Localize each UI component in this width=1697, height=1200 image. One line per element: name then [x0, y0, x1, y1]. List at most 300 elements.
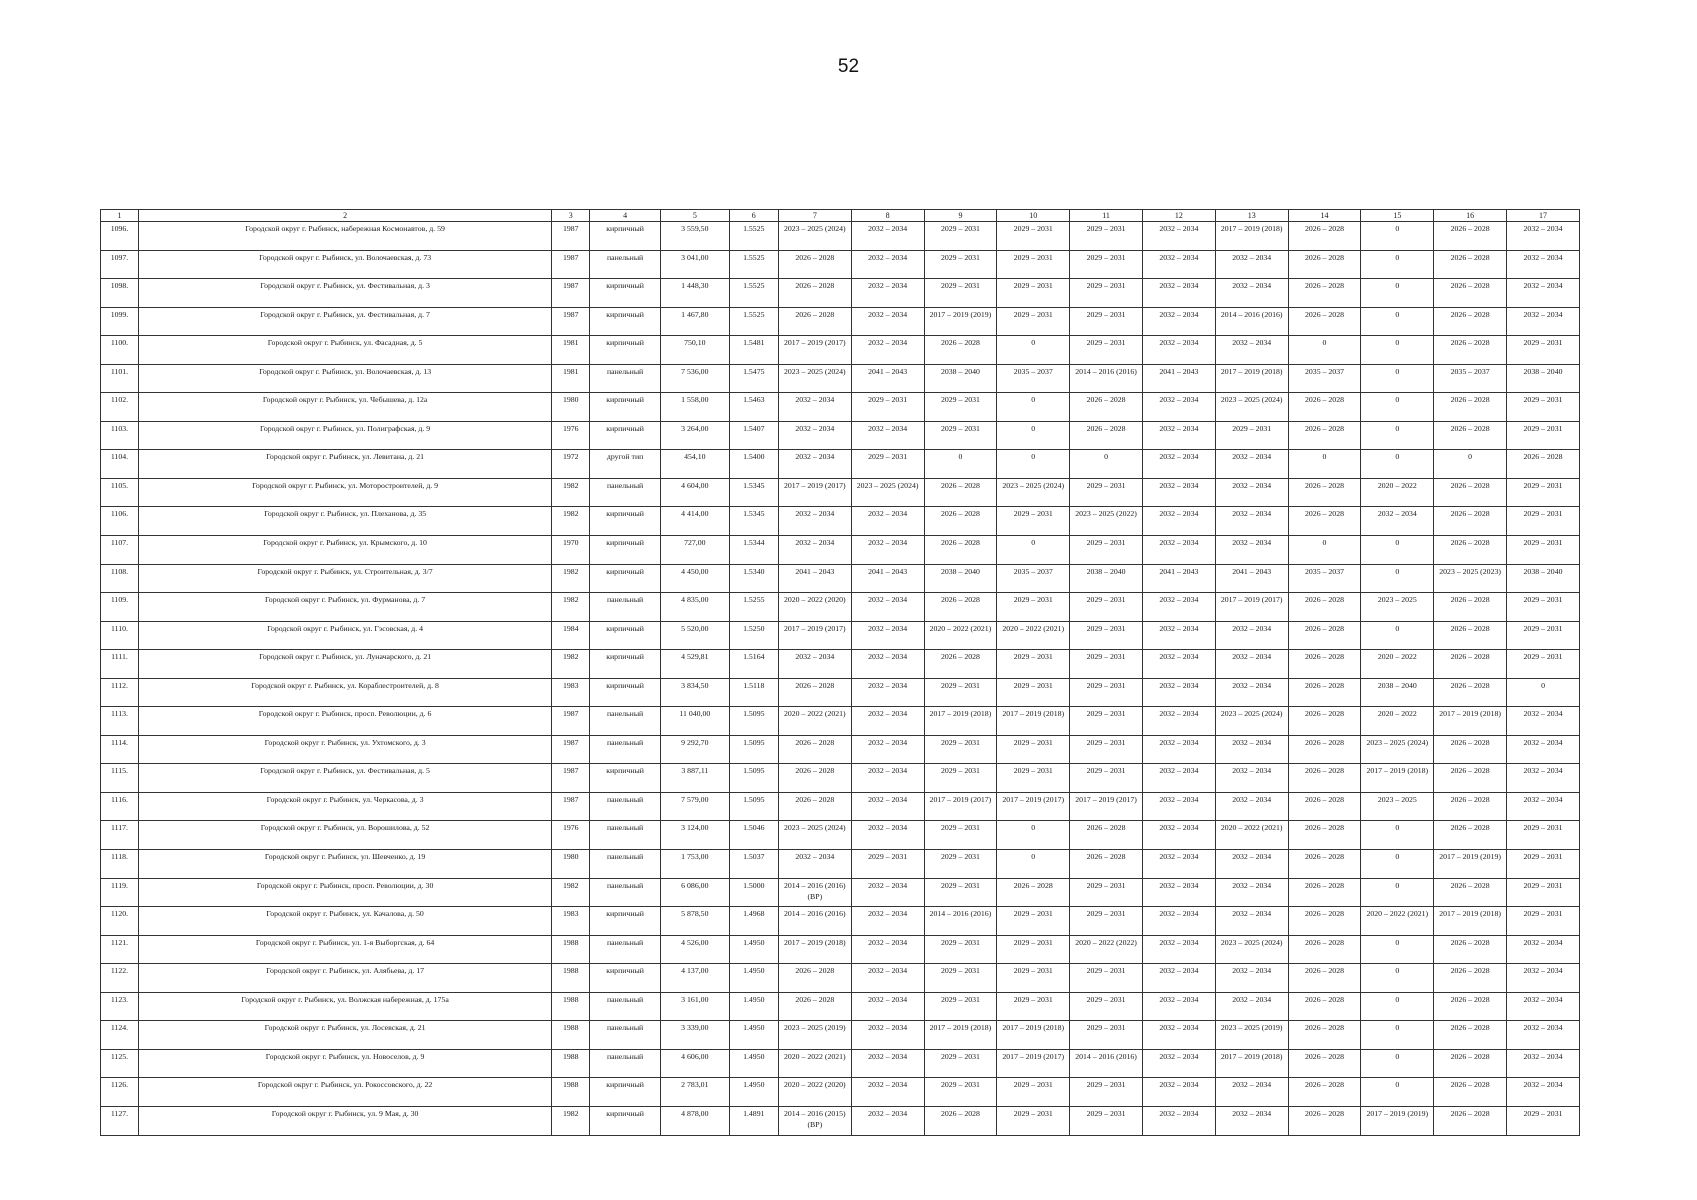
repair-period-cell-col-13: 2020 – 2022 (2021): [1215, 821, 1288, 850]
row-number-cell: 1106.: [101, 507, 139, 536]
repair-period-cell-col-8: 2032 – 2034: [851, 336, 924, 365]
coefficient-cell: 1.5400: [729, 450, 778, 479]
address-cell: Городской округ г. Рыбинск, ул. Шевченко, д. 19: [138, 850, 551, 879]
repair-period-cell-col-17: 2032 – 2034: [1507, 250, 1580, 279]
total-area-cell: 3 161,00: [660, 992, 729, 1021]
repair-period-cell-col-11: 2029 – 2031: [1070, 1106, 1143, 1135]
total-area-cell: 4 137,00: [660, 964, 729, 993]
repair-period-cell-col-13: 2029 – 2031: [1215, 421, 1288, 450]
wall-material-cell: кирпичный: [590, 764, 661, 793]
repair-period-cell-col-14: 2026 – 2028: [1288, 878, 1361, 907]
row-number-cell: 1125.: [101, 1049, 139, 1078]
repair-period-cell-col-16: 2035 – 2037: [1434, 364, 1507, 393]
repair-period-cell-col-15: 0: [1361, 393, 1434, 422]
repair-period-cell-col-17: 2032 – 2034: [1507, 735, 1580, 764]
page-number: 52: [837, 56, 860, 77]
repair-period-cell-col-9: 2014 – 2016 (2016): [924, 907, 997, 936]
table-row: [101, 450, 1580, 479]
repair-period-cell-col-14: 0: [1288, 536, 1361, 565]
repair-period-cell-col-8: 2032 – 2034: [851, 792, 924, 821]
coefficient-cell: 1.4968: [729, 907, 778, 936]
repair-period-cell-col-17: 2032 – 2034: [1507, 1078, 1580, 1107]
repair-period-cell-col-14: 2026 – 2028: [1288, 1106, 1361, 1135]
total-area-cell: 750,10: [660, 336, 729, 365]
coefficient-cell: 1.4950: [729, 935, 778, 964]
repair-period-cell-col-9: 2026 – 2028: [924, 650, 997, 679]
repair-period-cell-col-8: 2032 – 2034: [851, 222, 924, 251]
row-number-cell: 1096.: [101, 222, 139, 251]
wall-material-cell: панельный: [590, 1021, 661, 1050]
repair-period-cell-col-9: 2038 – 2040: [924, 564, 997, 593]
wall-material-cell: кирпичный: [590, 1106, 661, 1135]
row-number-cell: 1112.: [101, 678, 139, 707]
construction-year-cell: 1982: [552, 507, 590, 536]
repair-period-cell-col-8: 2032 – 2034: [851, 593, 924, 622]
repair-period-cell-col-13: 2017 – 2019 (2017): [1215, 593, 1288, 622]
repair-period-cell-col-12: 2032 – 2034: [1142, 507, 1215, 536]
coefficient-cell: 1.4950: [729, 1049, 778, 1078]
table-row: [101, 850, 1580, 879]
repair-period-cell-col-13: 2032 – 2034: [1215, 536, 1288, 565]
repair-period-cell-col-15: 0: [1361, 964, 1434, 993]
construction-year-cell: 1982: [552, 650, 590, 679]
repair-period-cell-col-13: 2032 – 2034: [1215, 678, 1288, 707]
row-number-cell: 1108.: [101, 564, 139, 593]
repair-period-cell-col-9: 2017 – 2019 (2017): [924, 792, 997, 821]
table-row: [101, 792, 1580, 821]
total-area-cell: 1 467,80: [660, 307, 729, 336]
repair-period-cell-col-13: 2023 – 2025 (2024): [1215, 935, 1288, 964]
column-header-1: 1: [101, 210, 139, 222]
repair-period-cell-col-12: 2032 – 2034: [1142, 393, 1215, 422]
repair-period-cell-col-8: 2032 – 2034: [851, 536, 924, 565]
repair-period-cell-col-7: 2026 – 2028: [778, 764, 851, 793]
address-cell: Городской округ г. Рыбинск, ул. Волочаевская, д. 73: [138, 250, 551, 279]
construction-year-cell: 1987: [552, 735, 590, 764]
repair-period-cell-col-15: 2020 – 2022: [1361, 707, 1434, 736]
coefficient-cell: 1.5340: [729, 564, 778, 593]
construction-year-cell: 1987: [552, 764, 590, 793]
construction-year-cell: 1987: [552, 222, 590, 251]
repair-period-cell-col-7: 2032 – 2034: [778, 650, 851, 679]
table-row: [101, 1106, 1580, 1135]
repair-period-cell-col-12: 2032 – 2034: [1142, 336, 1215, 365]
total-area-cell: 11 040,00: [660, 707, 729, 736]
repair-period-cell-col-15: 2017 – 2019 (2018): [1361, 764, 1434, 793]
table-row: [101, 279, 1580, 308]
repair-period-cell-col-14: 2026 – 2028: [1288, 393, 1361, 422]
address-cell: Городской округ г. Рыбинск, ул. 9 Мая, д. 30: [138, 1106, 551, 1135]
construction-year-cell: 1988: [552, 992, 590, 1021]
table-row: [101, 707, 1580, 736]
repair-period-cell-col-15: 0: [1361, 992, 1434, 1021]
construction-year-cell: 1987: [552, 250, 590, 279]
table-row: [101, 878, 1580, 907]
wall-material-cell: кирпичный: [590, 507, 661, 536]
repair-period-cell-col-12: 2032 – 2034: [1142, 935, 1215, 964]
repair-period-cell-col-11: 2029 – 2031: [1070, 250, 1143, 279]
repair-period-cell-col-14: 2026 – 2028: [1288, 707, 1361, 736]
repair-period-cell-col-10: 2029 – 2031: [997, 907, 1070, 936]
repair-period-cell-col-16: 2026 – 2028: [1434, 421, 1507, 450]
repair-period-cell-col-9: 2029 – 2031: [924, 421, 997, 450]
coefficient-cell: 1.5525: [729, 222, 778, 251]
row-number-cell: 1113.: [101, 707, 139, 736]
column-header-8: 8: [851, 210, 924, 222]
table-row: [101, 650, 1580, 679]
table-row: [101, 1021, 1580, 1050]
address-cell: Городской округ г. Рыбинск, просп. Революции, д. 30: [138, 878, 551, 907]
total-area-cell: 4 606,00: [660, 1049, 729, 1078]
repair-period-cell-col-17: 2032 – 2034: [1507, 764, 1580, 793]
row-number-cell: 1119.: [101, 878, 139, 907]
coefficient-cell: 1.5463: [729, 393, 778, 422]
coefficient-cell: 1.5407: [729, 421, 778, 450]
column-header-15: 15: [1361, 210, 1434, 222]
table-row: [101, 478, 1580, 507]
repair-period-cell-col-10: 2029 – 2031: [997, 992, 1070, 1021]
total-area-cell: 7 536,00: [660, 364, 729, 393]
repair-period-cell-col-15: 2023 – 2025 (2024): [1361, 735, 1434, 764]
row-number-cell: 1110.: [101, 621, 139, 650]
repair-period-cell-col-15: 0: [1361, 564, 1434, 593]
repair-period-cell-col-11: 2029 – 2031: [1070, 964, 1143, 993]
coefficient-cell: 1.4950: [729, 992, 778, 1021]
repair-period-cell-col-13: 2023 – 2025 (2024): [1215, 393, 1288, 422]
housing-registry-table: [100, 209, 1580, 1136]
row-number-cell: 1116.: [101, 792, 139, 821]
repair-period-cell-col-9: 2029 – 2031: [924, 250, 997, 279]
repair-period-cell-col-7: 2026 – 2028: [778, 992, 851, 1021]
repair-period-cell-col-9: 2017 – 2019 (2019): [924, 307, 997, 336]
repair-period-cell-col-17: 2038 – 2040: [1507, 364, 1580, 393]
total-area-cell: 3 041,00: [660, 250, 729, 279]
repair-period-cell-col-16: 2026 – 2028: [1434, 336, 1507, 365]
repair-period-cell-col-10: 2035 – 2037: [997, 364, 1070, 393]
address-cell: Городской округ г. Рыбинск, ул. Качалова, д. 50: [138, 907, 551, 936]
repair-period-cell-col-15: 0: [1361, 935, 1434, 964]
repair-period-cell-col-8: 2032 – 2034: [851, 1078, 924, 1107]
coefficient-cell: 1.5475: [729, 364, 778, 393]
repair-period-cell-col-8: 2029 – 2031: [851, 450, 924, 479]
repair-period-cell-col-15: 2020 – 2022: [1361, 650, 1434, 679]
repair-period-cell-col-8: 2032 – 2034: [851, 507, 924, 536]
repair-period-cell-col-16: 2026 – 2028: [1434, 1021, 1507, 1050]
wall-material-cell: панельный: [590, 878, 661, 907]
table-row: [101, 507, 1580, 536]
total-area-cell: 4 526,00: [660, 935, 729, 964]
repair-period-cell-col-15: 0: [1361, 222, 1434, 251]
construction-year-cell: 1987: [552, 792, 590, 821]
repair-period-cell-col-16: 2026 – 2028: [1434, 1078, 1507, 1107]
repair-period-cell-col-10: 2017 – 2019 (2018): [997, 1021, 1070, 1050]
repair-period-cell-col-15: 0: [1361, 336, 1434, 365]
repair-period-cell-col-17: 2032 – 2034: [1507, 307, 1580, 336]
repair-period-cell-col-16: 0: [1434, 450, 1507, 479]
repair-period-cell-col-11: 0: [1070, 450, 1143, 479]
repair-period-cell-col-12: 2032 – 2034: [1142, 421, 1215, 450]
repair-period-cell-col-7: 2041 – 2043: [778, 564, 851, 593]
repair-period-cell-col-12: 2032 – 2034: [1142, 1021, 1215, 1050]
column-header-13: 13: [1215, 210, 1288, 222]
repair-period-cell-col-14: 2026 – 2028: [1288, 279, 1361, 308]
repair-period-cell-col-12: 2032 – 2034: [1142, 650, 1215, 679]
repair-period-cell-col-17: 2029 – 2031: [1507, 650, 1580, 679]
repair-period-cell-col-14: 2026 – 2028: [1288, 992, 1361, 1021]
repair-period-cell-col-10: 2029 – 2031: [997, 593, 1070, 622]
coefficient-cell: 1.5095: [729, 707, 778, 736]
address-cell: Городской округ г. Рыбинск, ул. Кораблестроителей, д. 8: [138, 678, 551, 707]
coefficient-cell: 1.5255: [729, 593, 778, 622]
repair-period-cell-col-7: 2032 – 2034: [778, 536, 851, 565]
repair-period-cell-col-9: 2026 – 2028: [924, 507, 997, 536]
repair-period-cell-col-14: 2026 – 2028: [1288, 764, 1361, 793]
repair-period-cell-col-13: 2032 – 2034: [1215, 878, 1288, 907]
coefficient-cell: 1.5525: [729, 250, 778, 279]
coefficient-cell: 1.5481: [729, 336, 778, 365]
repair-period-cell-col-15: 2032 – 2034: [1361, 507, 1434, 536]
wall-material-cell: панельный: [590, 250, 661, 279]
table-row: [101, 935, 1580, 964]
construction-year-cell: 1987: [552, 307, 590, 336]
repair-period-cell-col-17: 2029 – 2031: [1507, 850, 1580, 879]
repair-period-cell-col-13: 2041 – 2043: [1215, 564, 1288, 593]
repair-period-cell-col-9: 2026 – 2028: [924, 1106, 997, 1135]
repair-period-cell-col-17: 0: [1507, 678, 1580, 707]
repair-period-cell-col-13: 2032 – 2034: [1215, 735, 1288, 764]
repair-period-cell-col-17: 2029 – 2031: [1507, 421, 1580, 450]
repair-period-cell-col-8: 2032 – 2034: [851, 621, 924, 650]
repair-period-cell-col-12: 2032 – 2034: [1142, 621, 1215, 650]
construction-year-cell: 1983: [552, 907, 590, 936]
repair-period-cell-col-9: 2017 – 2019 (2018): [924, 1021, 997, 1050]
repair-period-cell-col-13: 2032 – 2034: [1215, 1106, 1288, 1135]
repair-period-cell-col-12: 2032 – 2034: [1142, 964, 1215, 993]
repair-period-cell-col-12: 2032 – 2034: [1142, 307, 1215, 336]
construction-year-cell: 1988: [552, 1021, 590, 1050]
repair-period-cell-col-10: 2029 – 2031: [997, 1078, 1070, 1107]
construction-year-cell: 1987: [552, 279, 590, 308]
repair-period-cell-col-11: 2029 – 2031: [1070, 593, 1143, 622]
repair-period-cell-col-10: 2029 – 2031: [997, 1106, 1070, 1135]
wall-material-cell: панельный: [590, 364, 661, 393]
repair-period-cell-col-8: 2032 – 2034: [851, 279, 924, 308]
repair-period-cell-col-11: 2029 – 2031: [1070, 907, 1143, 936]
coefficient-cell: 1.5118: [729, 678, 778, 707]
repair-period-cell-col-15: 0: [1361, 364, 1434, 393]
wall-material-cell: панельный: [590, 593, 661, 622]
construction-year-cell: 1984: [552, 621, 590, 650]
construction-year-cell: 1980: [552, 393, 590, 422]
column-header-3: 3: [552, 210, 590, 222]
repair-period-cell-col-8: 2032 – 2034: [851, 1049, 924, 1078]
repair-period-cell-col-14: 2026 – 2028: [1288, 621, 1361, 650]
repair-period-cell-col-8: 2023 – 2025 (2024): [851, 478, 924, 507]
row-number-cell: 1127.: [101, 1106, 139, 1135]
repair-period-cell-col-11: 2026 – 2028: [1070, 850, 1143, 879]
repair-period-cell-col-12: 2032 – 2034: [1142, 764, 1215, 793]
repair-period-cell-col-7: 2020 – 2022 (2020): [778, 593, 851, 622]
column-header-14: 14: [1288, 210, 1361, 222]
wall-material-cell: панельный: [590, 478, 661, 507]
table-row: [101, 764, 1580, 793]
wall-material-cell: кирпичный: [590, 964, 661, 993]
repair-period-cell-col-16: 2026 – 2028: [1434, 764, 1507, 793]
construction-year-cell: 1983: [552, 678, 590, 707]
address-cell: Городской округ г. Рыбинск, ул. Ворошилова, д. 52: [138, 821, 551, 850]
repair-period-cell-col-8: 2032 – 2034: [851, 764, 924, 793]
repair-period-cell-col-17: 2029 – 2031: [1507, 821, 1580, 850]
table-row: [101, 1049, 1580, 1078]
repair-period-cell-col-8: 2029 – 2031: [851, 850, 924, 879]
repair-period-cell-col-15: 0: [1361, 307, 1434, 336]
repair-period-cell-col-13: 2032 – 2034: [1215, 621, 1288, 650]
repair-period-cell-col-7: 2017 – 2019 (2017): [778, 336, 851, 365]
repair-period-cell-col-14: 2026 – 2028: [1288, 678, 1361, 707]
repair-period-cell-col-11: 2029 – 2031: [1070, 650, 1143, 679]
repair-period-cell-col-11: 2029 – 2031: [1070, 336, 1143, 365]
wall-material-cell: кирпичный: [590, 336, 661, 365]
construction-year-cell: 1988: [552, 1078, 590, 1107]
repair-period-cell-col-14: 2026 – 2028: [1288, 1078, 1361, 1107]
construction-year-cell: 1988: [552, 935, 590, 964]
wall-material-cell: кирпичный: [590, 650, 661, 679]
repair-period-cell-col-11: 2029 – 2031: [1070, 1021, 1143, 1050]
address-cell: Городской округ г. Рыбинск, ул. Фасадная, д. 5: [138, 336, 551, 365]
row-number-cell: 1101.: [101, 364, 139, 393]
address-cell: Городской округ г. Рыбинск, ул. Алябьева, д. 17: [138, 964, 551, 993]
repair-period-cell-col-15: 0: [1361, 279, 1434, 308]
repair-period-cell-col-12: 2032 – 2034: [1142, 678, 1215, 707]
total-area-cell: 7 579,00: [660, 792, 729, 821]
construction-year-cell: 1982: [552, 878, 590, 907]
repair-period-cell-col-13: 2032 – 2034: [1215, 650, 1288, 679]
coefficient-cell: 1.5345: [729, 478, 778, 507]
repair-period-cell-col-12: 2041 – 2043: [1142, 364, 1215, 393]
repair-period-cell-col-15: 2023 – 2025: [1361, 792, 1434, 821]
repair-period-cell-col-16: 2026 – 2028: [1434, 678, 1507, 707]
repair-period-cell-col-10: 0: [997, 536, 1070, 565]
row-number-cell: 1124.: [101, 1021, 139, 1050]
repair-period-cell-col-10: 2029 – 2031: [997, 650, 1070, 679]
repair-period-cell-col-11: 2029 – 2031: [1070, 764, 1143, 793]
repair-period-cell-col-10: 2017 – 2019 (2017): [997, 1049, 1070, 1078]
address-cell: Городской округ г. Рыбинск, ул. Фурманова, д. 7: [138, 593, 551, 622]
repair-period-cell-col-15: 0: [1361, 1078, 1434, 1107]
repair-period-cell-col-7: 2026 – 2028: [778, 279, 851, 308]
repair-period-cell-col-10: 2029 – 2031: [997, 735, 1070, 764]
repair-period-cell-col-10: 0: [997, 450, 1070, 479]
repair-period-cell-col-15: 2020 – 2022 (2021): [1361, 907, 1434, 936]
repair-period-cell-col-9: 2026 – 2028: [924, 593, 997, 622]
total-area-cell: 5 520,00: [660, 621, 729, 650]
repair-period-cell-col-7: 2026 – 2028: [778, 792, 851, 821]
address-cell: Городской округ г. Рыбинск, просп. Революции, д. 6: [138, 707, 551, 736]
repair-period-cell-col-10: 2035 – 2037: [997, 564, 1070, 593]
repair-period-cell-col-9: 2029 – 2031: [924, 992, 997, 1021]
total-area-cell: 6 086,00: [660, 878, 729, 907]
repair-period-cell-col-12: 2032 – 2034: [1142, 821, 1215, 850]
repair-period-cell-col-13: 2023 – 2025 (2024): [1215, 707, 1288, 736]
repair-period-cell-col-14: 2026 – 2028: [1288, 650, 1361, 679]
table-row: [101, 307, 1580, 336]
repair-period-cell-col-13: 2032 – 2034: [1215, 907, 1288, 936]
repair-period-cell-col-14: 2026 – 2028: [1288, 507, 1361, 536]
address-cell: Городской округ г. Рыбинск, ул. Фестивальная, д. 3: [138, 279, 551, 308]
repair-period-cell-col-12: 2041 – 2043: [1142, 564, 1215, 593]
repair-period-cell-col-11: 2026 – 2028: [1070, 421, 1143, 450]
row-number-cell: 1111.: [101, 650, 139, 679]
repair-period-cell-col-11: 2014 – 2016 (2016): [1070, 1049, 1143, 1078]
wall-material-cell: кирпичный: [590, 536, 661, 565]
repair-period-cell-col-16: 2026 – 2028: [1434, 536, 1507, 565]
address-cell: Городской округ г. Рыбинск, ул. Ухтомского, д. 3: [138, 735, 551, 764]
repair-period-cell-col-13: 2032 – 2034: [1215, 507, 1288, 536]
repair-period-cell-col-13: 2032 – 2034: [1215, 250, 1288, 279]
repair-period-cell-col-13: 2032 – 2034: [1215, 478, 1288, 507]
table-row: [101, 222, 1580, 251]
repair-period-cell-col-10: 2017 – 2019 (2018): [997, 707, 1070, 736]
coefficient-cell: 1.5095: [729, 764, 778, 793]
repair-period-cell-col-9: 2029 – 2031: [924, 279, 997, 308]
repair-period-cell-col-8: 2032 – 2034: [851, 735, 924, 764]
coefficient-cell: 1.5095: [729, 792, 778, 821]
row-number-cell: 1105.: [101, 478, 139, 507]
coefficient-cell: 1.5000: [729, 878, 778, 907]
repair-period-cell-col-13: 2032 – 2034: [1215, 336, 1288, 365]
repair-period-cell-col-16: 2026 – 2028: [1434, 279, 1507, 308]
repair-period-cell-col-7: 2023 – 2025 (2024): [778, 222, 851, 251]
row-number-cell: 1103.: [101, 421, 139, 450]
total-area-cell: 1 753,00: [660, 850, 729, 879]
construction-year-cell: 1988: [552, 1049, 590, 1078]
table-row: [101, 735, 1580, 764]
address-cell: Городской округ г. Рыбинск, ул. Чебышева, д. 12а: [138, 393, 551, 422]
repair-period-cell-col-8: 2032 – 2034: [851, 992, 924, 1021]
repair-period-cell-col-12: 2032 – 2034: [1142, 878, 1215, 907]
column-header-6: 6: [729, 210, 778, 222]
coefficient-cell: 1.5037: [729, 850, 778, 879]
address-cell: Городской округ г. Рыбинск, ул. Лосевская, д. 21: [138, 1021, 551, 1050]
wall-material-cell: кирпичный: [590, 1078, 661, 1107]
repair-period-cell-col-14: 2026 – 2028: [1288, 1021, 1361, 1050]
row-number-cell: 1097.: [101, 250, 139, 279]
repair-period-cell-col-15: 0: [1361, 421, 1434, 450]
repair-period-cell-col-13: 2032 – 2034: [1215, 279, 1288, 308]
table-row: [101, 564, 1580, 593]
repair-period-cell-col-12: 2032 – 2034: [1142, 992, 1215, 1021]
table-row: [101, 336, 1580, 365]
repair-period-cell-col-11: 2017 – 2019 (2017): [1070, 792, 1143, 821]
row-number-cell: 1122.: [101, 964, 139, 993]
repair-period-cell-col-17: 2029 – 2031: [1507, 536, 1580, 565]
repair-period-cell-col-12: 2032 – 2034: [1142, 1049, 1215, 1078]
row-number-cell: 1098.: [101, 279, 139, 308]
repair-period-cell-col-16: 2026 – 2028: [1434, 992, 1507, 1021]
table-row: [101, 593, 1580, 622]
repair-period-cell-col-9: 2029 – 2031: [924, 850, 997, 879]
repair-period-cell-col-15: 0: [1361, 536, 1434, 565]
table-row: [101, 678, 1580, 707]
repair-period-cell-col-12: 2032 – 2034: [1142, 1106, 1215, 1135]
repair-period-cell-col-8: 2032 – 2034: [851, 421, 924, 450]
repair-period-cell-col-8: 2032 – 2034: [851, 1021, 924, 1050]
address-cell: Городской округ г. Рыбинск, ул. Волжская набережная, д. 175а: [138, 992, 551, 1021]
repair-period-cell-col-17: 2029 – 2031: [1507, 393, 1580, 422]
repair-period-cell-col-17: 2032 – 2034: [1507, 279, 1580, 308]
repair-period-cell-col-7: 2026 – 2028: [778, 250, 851, 279]
repair-period-cell-col-14: 0: [1288, 450, 1361, 479]
